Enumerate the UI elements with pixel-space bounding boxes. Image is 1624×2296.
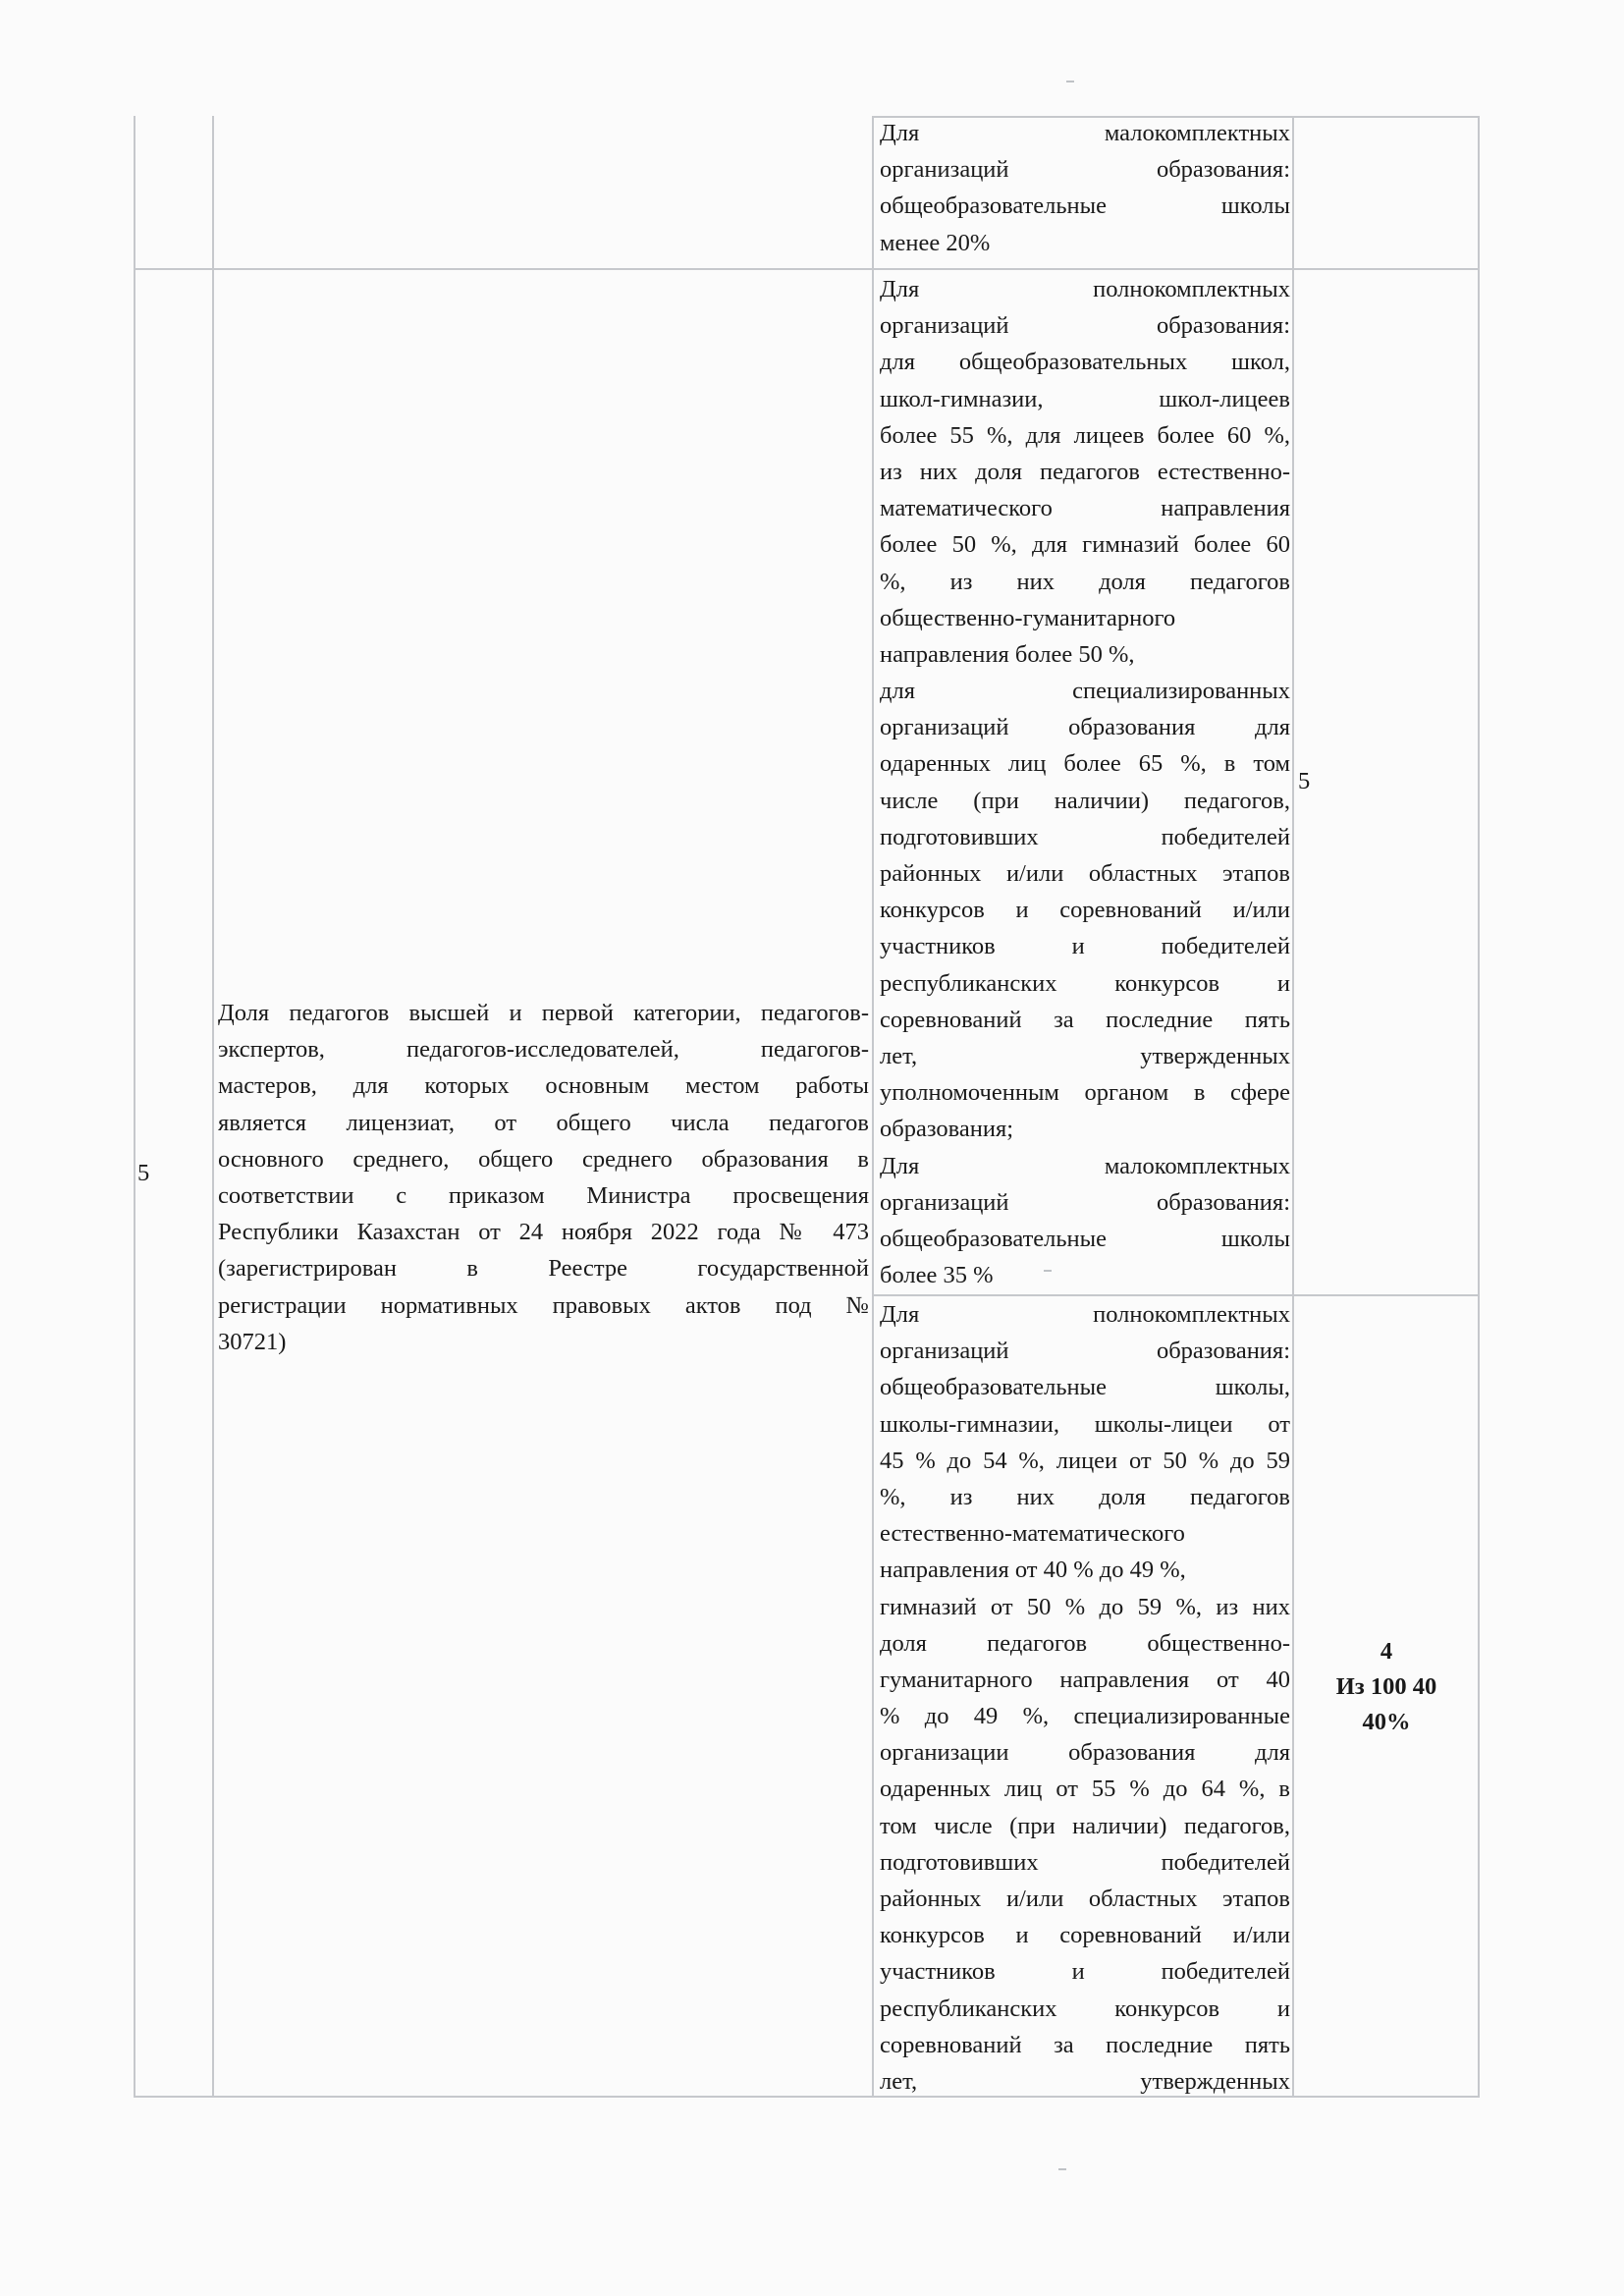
text-line: более 55 %, для лицеев более 60 %, [880,421,1290,449]
column-divider-indicator [1292,116,1294,2098]
text-line: одаренных лиц более 65 %, в том [880,750,1290,778]
text-line: Республики Казахстан от 24 ноября 2022 года № 473 [218,1219,869,1246]
indicator-small-schools-below-20 [880,115,1290,261]
text-line: лет, утвержденных [880,1042,1290,1069]
row-divider-1 [134,268,1480,270]
text-line: организаций образования: [880,312,1290,340]
text-line: Для полнокомплектных [880,276,1290,302]
table-right-border [1478,116,1480,2098]
text-line: уполномоченным органом в сфере [880,1079,1290,1107]
column-divider-number [212,116,214,2098]
scan-mark-middle [1044,1270,1052,1272]
text-line: организаций образования для [880,714,1290,741]
text-line: из них доля педагогов естественно- [880,458,1290,485]
text-line: конкурсов и соревнований и/или [880,897,1290,924]
table-left-border [134,116,135,2098]
text-line: Доля педагогов высшей и первой категории, педагогов- [218,1000,869,1026]
text-line: основного среднего, общего среднего образования в [218,1145,869,1173]
text-line: соответствии с приказом Министра просвещения [218,1181,869,1209]
text-line: доля педагогов общественно- [880,1629,1290,1657]
text-line: гуманитарного направления от 40 [880,1666,1290,1693]
text-line: естественно-математического [880,1520,1185,1548]
text-line: организаций образования: [880,1188,1290,1216]
text-line: более 50 %, для гимназий более 60 [880,531,1290,559]
text-line: соревнований за последние пять [880,2031,1290,2058]
text-line: общественно-гуманитарного [880,604,1176,631]
text-line: %, из них доля педагогов [880,1483,1290,1510]
text-line: 45 % до 54 %, лицеи от 50 % до 59 [880,1447,1290,1474]
text-line: регистрации нормативных правовых актов под № [218,1291,869,1319]
text-line: (зарегистрирован в Реестре государственной [218,1255,869,1283]
criterion-text [218,995,869,1360]
text-line: направления от 40 % до 49 %, [880,1557,1186,1584]
text-line: для общеобразовательных школ, [880,349,1290,376]
score-middle: 5 [1298,768,1311,794]
text-line: образования; [880,1116,1014,1143]
text-line: участников и победителей [880,933,1290,960]
text-line: мастеров, для которых основным местом работы [218,1072,869,1100]
text-line: организаций образования: [880,1338,1290,1365]
text-line: числе (при наличии) педагогов, [880,787,1290,814]
text-line: экспертов, педагогов-исследователей, педагогов- [218,1036,869,1064]
scan-mark-bottom [1058,2168,1066,2170]
text-line: %, из них доля педагогов [880,568,1290,595]
text-line: для специализированных [880,678,1290,705]
row-number: 5 [137,1160,150,1186]
score-line: Из 100 40 [1335,1673,1437,1700]
text-line: участников и победителей [880,1958,1290,1986]
text-line: том числе (при наличии) педагогов, [880,1812,1290,1839]
text-line: Для малокомплектных [880,1152,1290,1179]
text-line: Для малокомплектных [880,120,1290,146]
text-line: является лицензиат, от общего числа педагогов [218,1109,869,1136]
text-line: более 35 % [880,1262,994,1289]
scan-mark-top [1066,81,1074,82]
text-line: организации образования для [880,1739,1290,1767]
text-line: одаренных лиц от 55 % до 64 %, в [880,1776,1290,1803]
text-line: районных и/или областных этапов [880,860,1290,887]
text-line: менее 20% [880,229,991,256]
text-line: % до 49 %, специализированные [880,1703,1290,1730]
column-divider-criterion [872,116,874,2098]
text-line: школы-гимназии, школы-лицеи от [880,1410,1290,1438]
text-line: республиканских конкурсов и [880,1995,1290,2022]
text-line: подготовивших победителей [880,1848,1290,1876]
text-line: общеобразовательные школы [880,192,1290,220]
text-line: организаций образования: [880,156,1290,184]
score-bottom [1298,1634,1475,1740]
text-line: 30721) [218,1328,287,1355]
text-line: математического направления [880,495,1290,522]
text-line: школ-гимназии, школ-лицеев [880,385,1290,412]
text-line: гимназий от 50 % до 59 %, из них [880,1593,1290,1620]
score-line: 40% [1362,1709,1411,1735]
text-line: лет, утвержденных [880,2067,1290,2095]
score-line: 4 [1380,1638,1393,1665]
text-line: районных и/или областных этапов [880,1886,1290,1912]
text-line: общеобразовательные школы, [880,1374,1290,1401]
text-line: соревнований за последние пять [880,1006,1290,1033]
text-line: направления более 50 %, [880,640,1135,668]
text-line: подготовивших победителей [880,823,1290,850]
text-line: общеобразовательные школы [880,1225,1290,1252]
indicator-full-schools-highest-level [880,271,1290,1293]
text-line: конкурсов и соревнований и/или [880,1922,1290,1949]
text-line: республиканских конкурсов и [880,969,1290,997]
text-line: Для полнокомплектных [880,1301,1290,1328]
indicator-full-schools-second-level [880,1296,1290,2100]
